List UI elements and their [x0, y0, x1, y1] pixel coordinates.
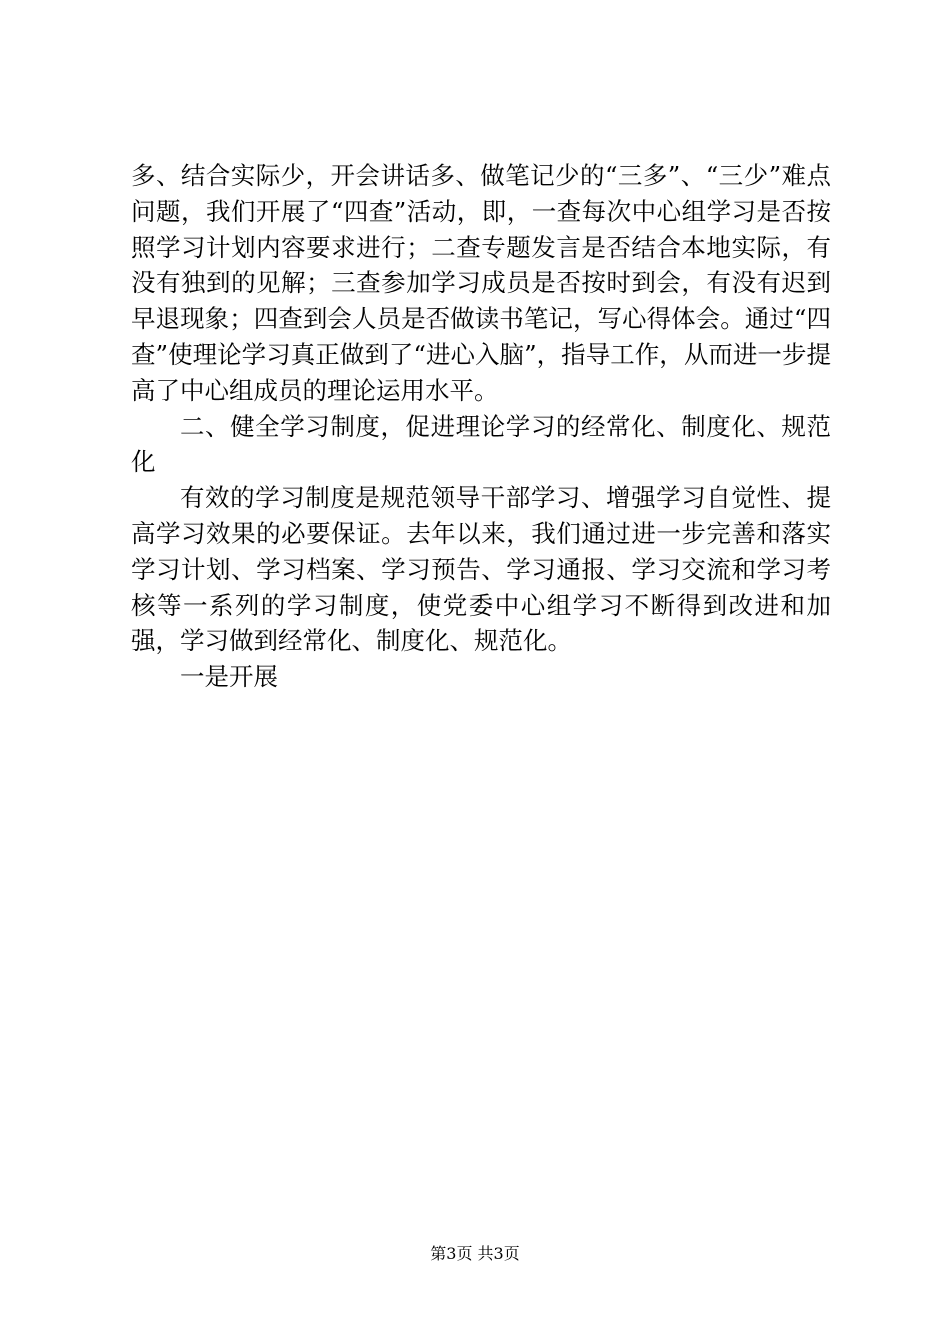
paragraph-first-item: 一是开展 [180, 662, 278, 692]
paragraph-study-system: 有效的学习制度是规范领导干部学习、增强学习自觉性、提高学习效果的必要保证。去年以来，我们通过进一步完善和落实学习计划、学习档案、学习预告、学习通报、学习交流和学习考核等一系列的学习制度，使党委中心组学习不断得到改进和加强，学习做到经常化、制度化、规范化。 [131, 483, 831, 656]
section-heading: 二、健全学习制度，促进理论学习的经常化、制度化、规范化 [131, 411, 831, 477]
paragraph-continuation: 多、结合实际少，开会讲话多、做笔记少的“三多”、“三少”难点问题，我们开展了“四查”活动，即，一查每次中心组学习是否按照学习计划内容要求进行；二查专题发言是否结合本地实际，有没有独到的见解；三查参加学习成员是否按时到会，有没有迟到早退现象；四查到会人员是否做读书笔记，写心得体会。通过“四查”使理论学习真正做到了“进心入脑”，指导工作，从而进一步提高了中心组成员的理论运用水平。 [131, 161, 831, 405]
document-body [131, 158, 831, 695]
page-footer: 第3页 共3页 [430, 1244, 520, 1263]
